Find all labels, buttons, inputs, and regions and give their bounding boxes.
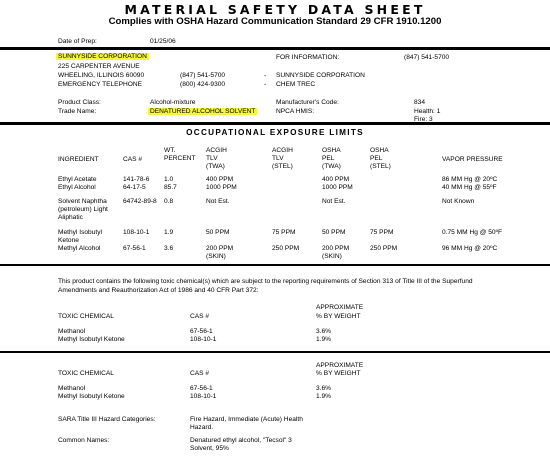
contact-dash-1: - xyxy=(264,72,267,79)
table-row-wt: 3.6 xyxy=(164,245,174,252)
common-names-value: Denatured ethyl alcohol, "Tecsol" 3 Solvent, 95% xyxy=(190,437,292,452)
cas-label: CAS # xyxy=(190,370,210,377)
table-row-vapor: 96 MM Hg @ 20ºC xyxy=(442,245,498,252)
table-row-vapor: 86 MM Hg @ 20ºC xyxy=(442,176,498,183)
table-row-cas: 141-78-6 xyxy=(123,176,150,183)
table-row-vapor: 40 MM Hg @ 55ºF xyxy=(442,184,497,191)
prep-date-label: Date of Prep: xyxy=(58,38,97,45)
list-item-name: Methanol xyxy=(58,328,86,335)
by-weight-label: % BY WEIGHT xyxy=(316,370,361,377)
table-row-wt: 1.9 xyxy=(164,229,174,236)
table-row-vapor: 0.75 MM Hg @ 50ºF xyxy=(442,229,503,236)
table-row-pel: 50 PPM xyxy=(322,229,346,236)
table-row-pel-stel: 75 PPM xyxy=(370,229,394,236)
contact-dash-2: - xyxy=(264,81,267,88)
document-title: MATERIAL SAFETY DATA SHEET xyxy=(124,2,426,17)
table-row-tlv: 400 PPM xyxy=(206,176,234,183)
table-row-ingredient: Methyl Alcohol xyxy=(58,245,101,252)
info-label: FOR INFORMATION: xyxy=(276,54,340,61)
table-row-wt: 85.7 xyxy=(164,184,177,191)
company-phone: (847) 541-5700 xyxy=(180,72,226,79)
by-weight-label: % BY WEIGHT xyxy=(316,313,361,320)
hmis-fire: Fire: 3 xyxy=(414,116,433,121)
table-row-stel: 250 PPM xyxy=(272,245,300,252)
list-item-weight: 3.6% xyxy=(316,328,332,335)
toxic-chemical-label: TOXIC CHEMICAL xyxy=(58,313,114,320)
exposure-title: OCCUPATIONAL EXPOSURE LIMITS xyxy=(186,128,364,137)
table-row-cas: 67-56-1 xyxy=(123,245,146,252)
list-item-name: Methyl Isobutyl Ketone xyxy=(58,336,125,343)
section-rule xyxy=(0,264,550,266)
sara-paragraph-line-2: Amendments and Reauthorization Act of 1986 and 40 CFR Part 372: xyxy=(58,287,259,294)
company-address-2: WHEELING, ILLINOIS 60090 xyxy=(58,72,145,79)
trade-name-value: DENATURED ALCOHOL SOLVENT xyxy=(150,108,256,115)
info-phone: (847) 541-5700 xyxy=(404,54,450,61)
company-name: SUNNYSIDE CORPORATION xyxy=(58,53,147,60)
table-row-pel: 1000 PPM xyxy=(322,184,353,191)
table-row-cas: 108-10-1 xyxy=(123,229,150,236)
header-rule xyxy=(0,47,550,50)
table-row-wt: 0.8 xyxy=(164,198,174,205)
trade-name-label: Trade Name: xyxy=(58,108,97,115)
list-item-cas: 67-56-1 xyxy=(190,328,213,335)
table-row-cas: 64-17-5 xyxy=(123,184,146,191)
table-row-wt: 1.0 xyxy=(164,176,174,183)
table-row-pel: 400 PPM xyxy=(322,176,350,183)
col-ingredient: INGREDIENT xyxy=(58,156,99,163)
table-row-pel: Not Est. xyxy=(322,198,346,205)
list-item-weight: 1.9% xyxy=(316,393,332,400)
table-row-ingredient: Ethyl Alcohol xyxy=(58,184,96,191)
table-row-tlv: 1000 PPM xyxy=(206,184,237,191)
npca-hmis-label: NPCA HMIS: xyxy=(276,108,315,115)
table-row-cas: 64742-89-8 xyxy=(123,198,157,205)
section-rule xyxy=(0,122,550,125)
hmis-health: Health: 1 xyxy=(414,108,441,115)
list-item-name: Methanol xyxy=(58,385,86,392)
contact-1: SUNNYSIDE CORPORATION xyxy=(276,72,365,79)
toxic-chemical-label: TOXIC CHEMICAL xyxy=(58,370,114,377)
col-wt: WT. PERCENT xyxy=(164,147,196,162)
table-row-vapor: Not Known xyxy=(442,198,475,205)
list-item-weight: 1.9% xyxy=(316,336,332,343)
col-osha-twa: OSHA PEL (TWA) xyxy=(322,147,341,170)
list-item-cas: 67-56-1 xyxy=(190,385,213,392)
document-subtitle: Complies with OSHA Hazard Communication Standard 29 CFR 1910.1200 xyxy=(108,16,442,27)
approx-label: APPROXIMATE xyxy=(316,362,364,369)
list-item-name: Methyl Isobutyl Ketone xyxy=(58,393,125,400)
approx-label: APPROXIMATE xyxy=(316,304,364,311)
list-item-cas: 108-10-1 xyxy=(190,336,217,343)
table-row-tlv: 50 PPM xyxy=(206,229,230,236)
col-osha-stel: OSHA PEL (STEL) xyxy=(370,147,391,170)
section-rule xyxy=(0,351,550,353)
table-row-stel: 75 PPM xyxy=(272,229,296,236)
hazard-categories-value: Fire Hazard, Immediate (Acute) Health Hazard. xyxy=(190,416,303,431)
emergency-label: EMERGENCY TELEPHONE xyxy=(58,81,143,88)
company-address-1: 225 CARPENTER AVENUE xyxy=(58,63,140,70)
table-row-ingredient: Solvent Naphtha (petroleum) Light Aliphatic xyxy=(58,198,108,221)
emergency-phone: (800) 424-9300 xyxy=(180,81,226,88)
table-row-ingredient: Methyl Isobutyl Ketone xyxy=(58,229,102,244)
col-acgih-tlv: ACGIH TLV (TWA) xyxy=(206,147,227,170)
list-item-weight: 3.6% xyxy=(316,385,332,392)
cas-label: CAS # xyxy=(190,313,210,320)
col-acgih-stel: ACGIH TLV (STEL) xyxy=(272,147,293,170)
table-row-pel: 200 PPM (SKIN) xyxy=(322,245,350,260)
product-class-value: Alcohol-mixture xyxy=(150,99,196,106)
col-vapor: VAPOR PRESSURE xyxy=(442,156,503,163)
contact-2: CHEM TREC xyxy=(276,81,316,88)
table-row-tlv: 200 PPM (SKIN) xyxy=(206,245,234,260)
col-cas: CAS # xyxy=(123,156,143,163)
mfr-code-label: Manufacturer's Code: xyxy=(276,99,339,106)
hazard-categories-label: SARA Title III Hazard Categories: xyxy=(58,416,156,423)
prep-date-value: 01/25/06 xyxy=(150,38,176,45)
common-names-label: Common Names: xyxy=(58,437,110,444)
sara-paragraph-line-1: This product contains the following toxic chemical(s) which are subject to the reporting requirements of Section 313 of Title III of the Superfund xyxy=(58,278,473,285)
list-item-cas: 108-10-1 xyxy=(190,393,217,400)
table-row-ingredient: Ethyl Acetate xyxy=(58,176,97,183)
table-row-tlv: Not Est. xyxy=(206,198,230,205)
product-class-label: Product Class: xyxy=(58,99,101,106)
mfr-code-value: 834 xyxy=(414,99,426,106)
table-row-pel-stel: 250 PPM xyxy=(370,245,398,252)
